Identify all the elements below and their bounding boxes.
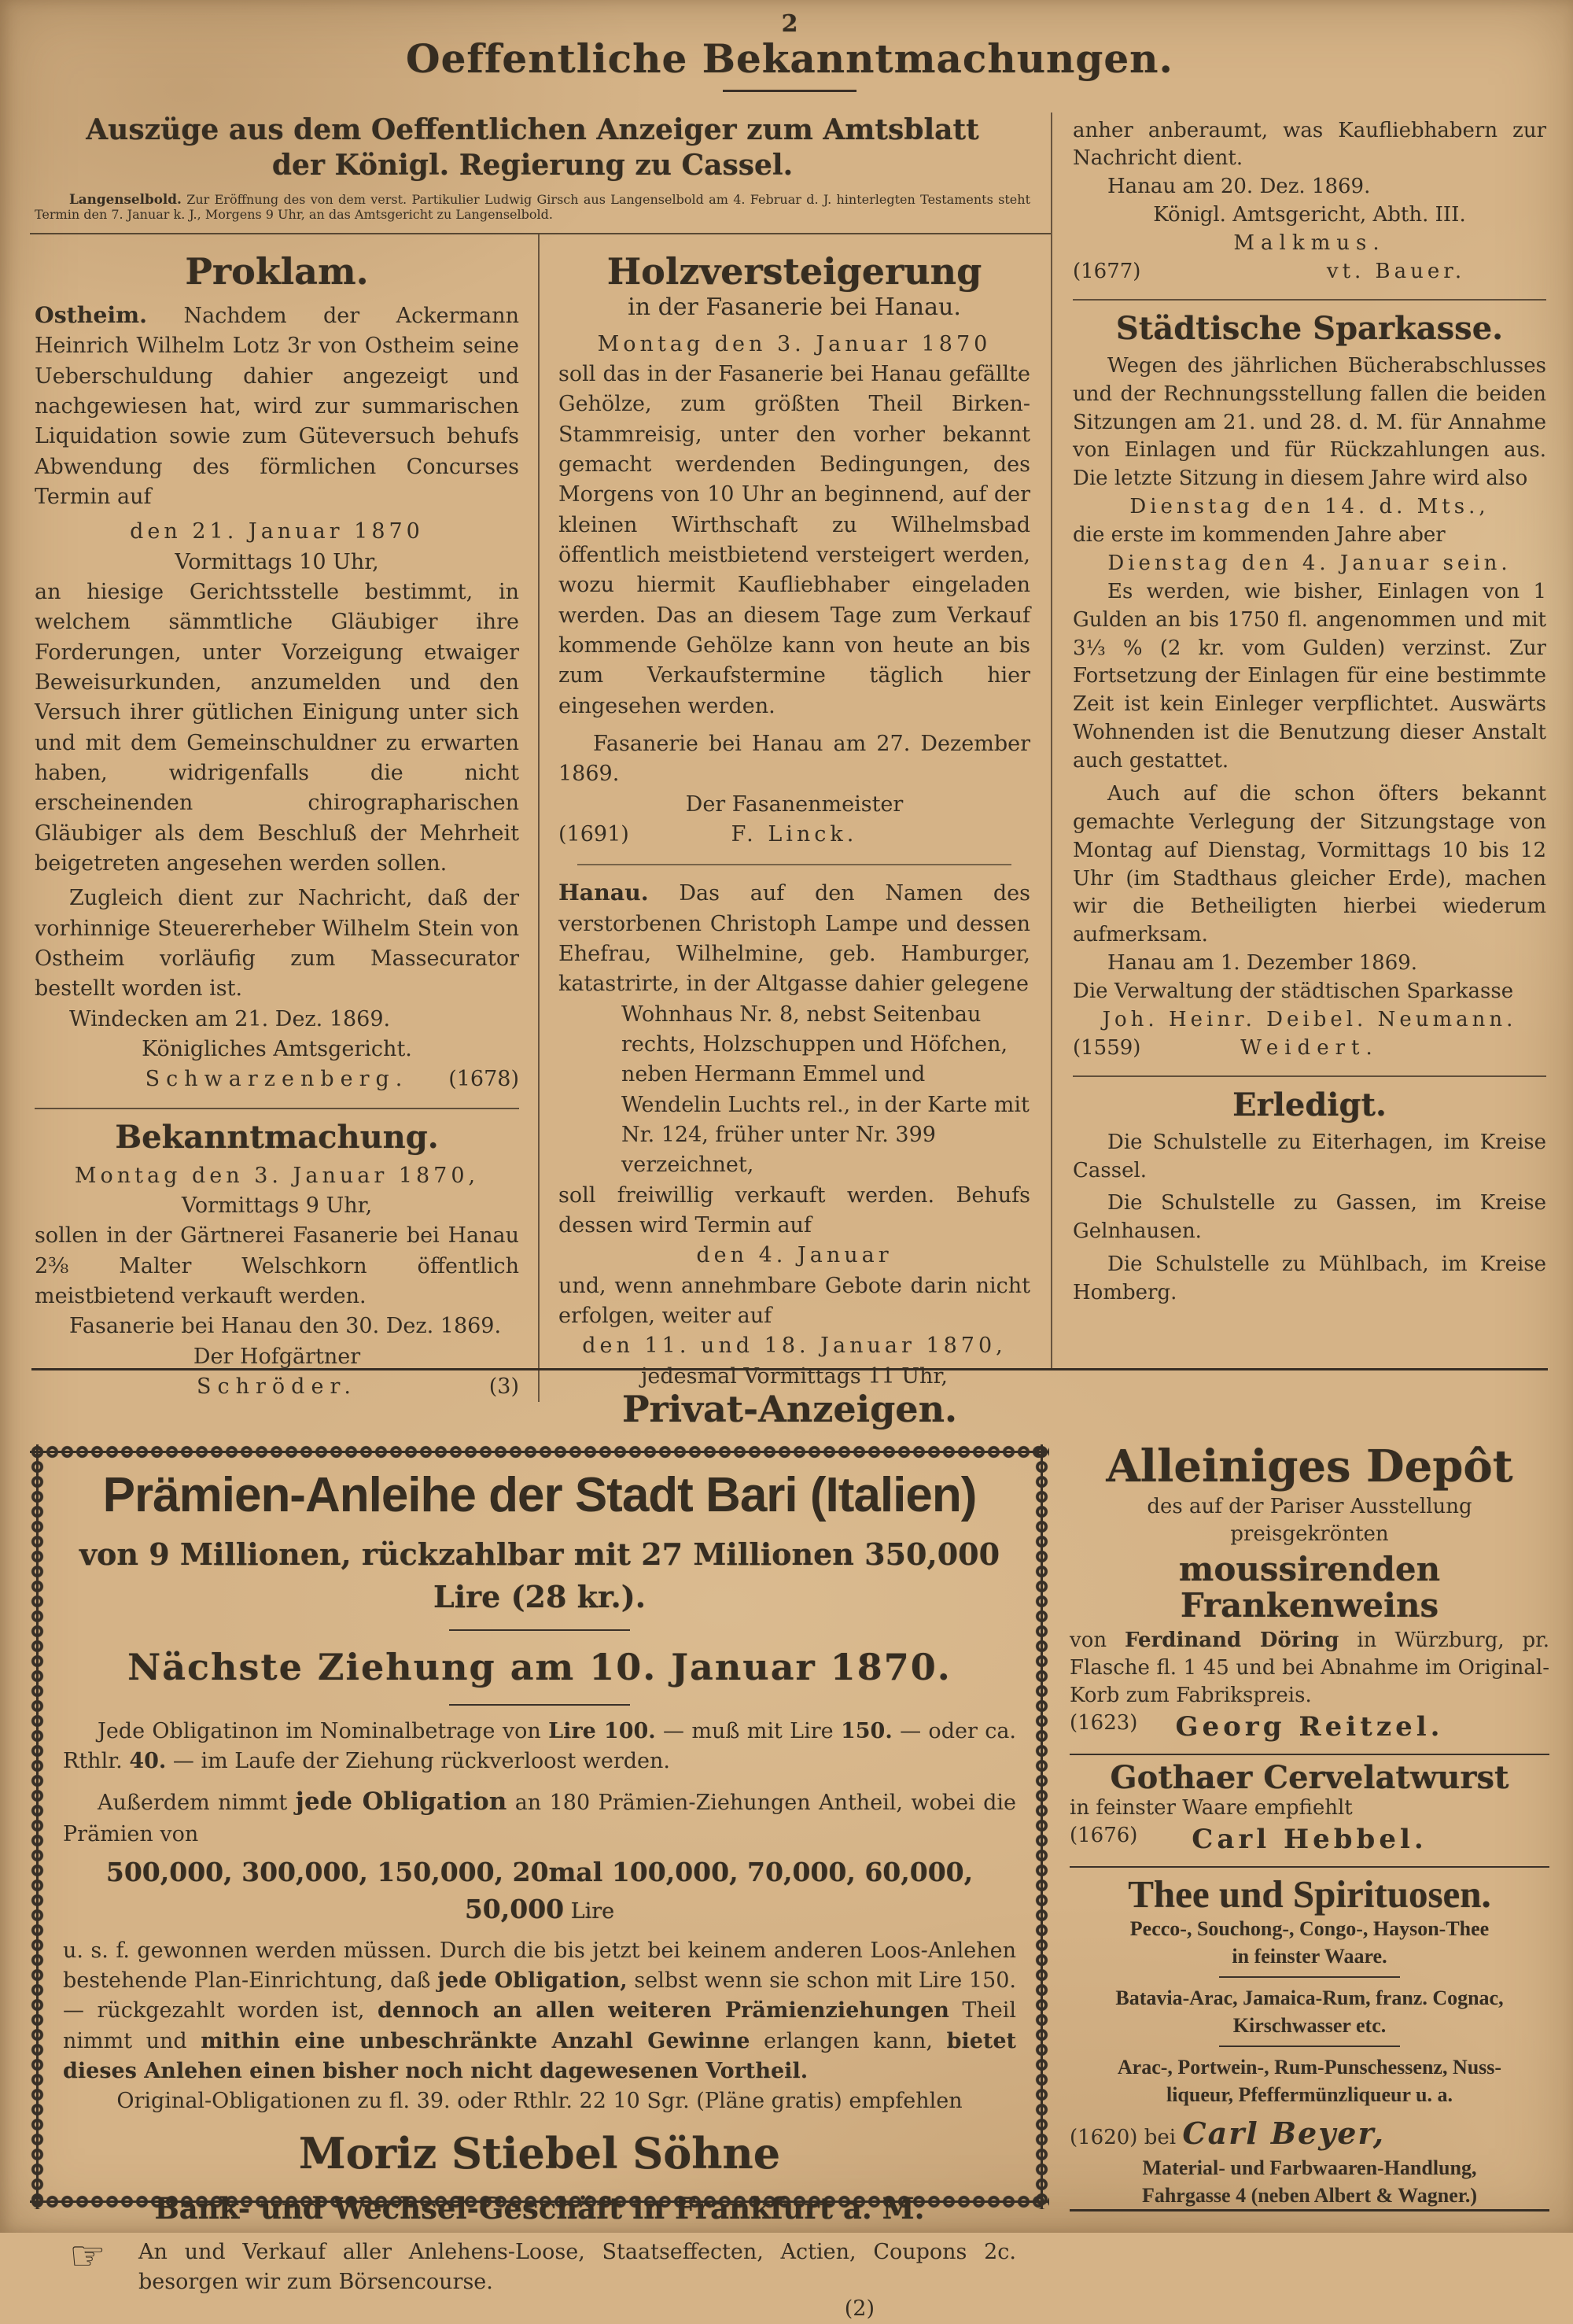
intro-notice [30, 113, 1051, 222]
vacancy-item: Die Schulstelle zu Mühlbach, im Kreise Homberg. [1073, 1252, 1546, 1304]
termin-date-2: den 11. und 18. Januar 1870, [582, 1334, 1007, 1359]
prize-amounts: 500,000, 300,000, 150,000, 20mal 100,000, 70,000, 60,000, 50,000 [105, 1856, 974, 1924]
termin-date: den 21. Januar 1870 [130, 519, 424, 544]
termin-time: jedesmal Vormittags 11 Uhr, [641, 1363, 948, 1389]
private-ads-title: Privat-Anzeigen. [621, 1387, 958, 1430]
bari-footer [63, 2232, 1016, 2322]
divider [577, 864, 1011, 865]
signature: Malkmus. [1233, 231, 1386, 255]
official-notices-section [30, 113, 1549, 1399]
page-title: Oeffentliche Bekanntmachungen. [406, 35, 1173, 82]
signature: F. Linck. [731, 821, 858, 847]
dateline: Hanau am 20. Dez. 1869. [1107, 175, 1371, 199]
notice-ref: (2) [844, 2296, 875, 2322]
session-date-1: Dienstag den 14. d. Mts., [1129, 495, 1490, 519]
wurst-line: in feinster Waare empfiehlt [1070, 1796, 1353, 1820]
amount-highlight: 150. [840, 1718, 893, 1743]
bari-ad-title: Prämien-Anleihe der Stadt Bari (Italien) [102, 1467, 977, 1522]
text-run: Theil nimmt und [63, 1998, 1016, 2053]
bari-loan-ad [30, 1444, 1049, 2322]
divider [1070, 2209, 1549, 2211]
text-run: — im Laufe der Ziehung rückverloost werden. [166, 1749, 670, 1774]
depot-body [1070, 1627, 1549, 1710]
notice-ref: (1691) [558, 821, 629, 847]
dateline: Fasanerie bei Hanau den 30. Dez. 1869. [69, 1314, 502, 1339]
footer-text: An und Verkauf aller Anlehens-Loose, Staatseffecten, Actien, Coupons 2c. besorgen wir zum Börsencourse. [138, 2239, 1016, 2295]
column-2 [540, 234, 1051, 1403]
signatures: Joh. Heinr. Deibel. Neumann. [1102, 1007, 1517, 1031]
cervelatwurst-ad [1070, 1761, 1549, 1858]
bari-par-2 [63, 1784, 1016, 1849]
notice-ref: (1559) [1073, 1035, 1141, 1060]
sparkasse-title: Städtische Sparkasse. [1115, 309, 1504, 347]
notice-ref: (3) [488, 1374, 519, 1399]
bari-par-5: Original-Obligationen zu fl. 39. oder Rthlr. 22 10 Sgr. (Pläne gratis) empfehlen [116, 2089, 963, 2114]
text-run: von [1070, 1629, 1125, 1653]
notice-ref: (1677) [1073, 259, 1141, 283]
countersignature: vt. Bauer. [1326, 259, 1466, 283]
wurst-ad-title: Gothaer Cervelatwurst [1110, 1759, 1509, 1797]
column-3 [1052, 113, 1549, 1368]
signature-row [1073, 1035, 1546, 1063]
signature-row [1070, 1710, 1549, 1746]
hanau-body-2: soll freiwillig verkauft werden. Behufs dessen wird Termin auf [558, 1182, 1030, 1238]
signature: Schwarzenberg. [145, 1067, 409, 1092]
amount-highlight: 40. [129, 1749, 167, 1774]
divider [1073, 1075, 1546, 1077]
bari-par-1 [63, 1717, 1016, 1777]
signature-row [558, 820, 1030, 850]
auction-time: Vormittags 9 Uhr, [181, 1193, 373, 1218]
prize-amounts-line [63, 1854, 1016, 1928]
place-lead: Hanau. [558, 879, 649, 906]
depot-line-1: des auf der Pariser Ausstellung preisgekrönten [1147, 1494, 1472, 1546]
notice-ref: (1623) [1070, 1711, 1138, 1736]
column-1 [30, 234, 540, 1403]
hanau-property-block: Wohnhaus Nr. 8, nebst Seitenbau rechts, Holzschuppen und Höfchen, neben Hermann Emmel und Wendelin Luchts rel., in der Karte mit Nr. 124, früher unter Nr. 399 verzeichnet, [621, 1002, 1030, 1178]
session-mid-line: die erste im kommenden Jahre aber [1073, 523, 1446, 547]
page-number: 2 [781, 10, 798, 38]
thee-line-7: Material- und Farbwaaren-Handlung, [1142, 2156, 1477, 2179]
proklam-body-3: Zugleich dient zur Nachricht, daß der vorhinnige Steuererheber Wilhelm Stein von Ostheim vorläufig zum Massecurator bestellt worden ist. [35, 886, 519, 1002]
firm-description: Bank- und Wechsel-Geschäft in Frankfurt a. M. [154, 2191, 925, 2226]
court-name: Königl. Amtsgericht, Abth. III. [1153, 203, 1466, 227]
signature-role: Der Fasanenmeister [685, 791, 904, 817]
dateline: Hanau am 1. Dezember 1869. [1107, 951, 1418, 976]
vacancy-item: Die Schulstelle zu Eiterhagen, im Kreise Cassel. [1073, 1130, 1546, 1182]
left-two-columns [30, 113, 1052, 1399]
notice-ref: (1620) bei [1070, 2126, 1177, 2150]
intro-heading-line2: der Königl. Regierung zu Cassel. [271, 148, 794, 182]
sparkasse-body-2: Es werden, wie bisher, Einlagen von 1 Gulden an bis 1750 fl. angenommen und mit 3⅓ % (2 kr. vom Gulden) verzinst. Zur Fortsetzung der Einlagen für eine bestimmte Zeit ist kein Einleger verpflichtet. Auswärts Wohnenden ist die Benutzung dieser Anstalt auch gestattet. [1073, 579, 1546, 773]
emphasis: mithin eine unbeschränkte Anzahl Gewinne [201, 2028, 750, 2053]
hanau-body-3: und, wenn annehmbare Gebote darin nicht erfolgen, weiter auf [558, 1273, 1030, 1328]
signature-row [35, 1372, 519, 1402]
signature: Weidert. [1240, 1035, 1379, 1060]
text-run: erlangen kann, [750, 2028, 947, 2053]
hanau-body-1 [558, 876, 1030, 999]
thee-line-2: in feinster Waare. [1232, 1944, 1387, 1968]
signature: Carl Hebbel. [1192, 1824, 1427, 1856]
bari-ad-content [44, 1460, 1035, 2322]
signature: Schröder. [197, 1374, 357, 1399]
depot-ad-title: Alleiniges Depôt [1106, 1440, 1513, 1492]
bari-par-4 [63, 1936, 1016, 2087]
text-run: Das auf den Namen des verstorbenen Christoph Lampe und dessen Ehefrau, Wilhelmine, geb. Hamburger, katastrirte, in der Altgasse dahier gelegene [558, 881, 1030, 997]
thee-ad-title: Thee und Spirituosen. [1128, 1872, 1491, 1916]
auction-date: Montag den 3. Januar 1870, [74, 1163, 480, 1188]
text-run: Nachdem der Ackermann Heinrich Wilhelm Lotz 3r von Ostheim seine Ueberschuldung dahier angezeigt und nachgewiesen hat, wird zur summarischen Liquidation sowie zum Güteversuch behufs Abwendung des förmlichen Concurses Termin auf [35, 304, 519, 510]
bari-ad-subtitle: von 9 Millionen, rückzahlbar mit 27 Millionen 350,000 Lire (28 kr.). [79, 1536, 1000, 1614]
text-run: — oder ca. Rthlr. [63, 1718, 1016, 1774]
thee-line-1: Pecco-, Souchong-, Congo-, Hayson-Thee [1129, 1916, 1490, 1940]
signature-row [1070, 1822, 1549, 1858]
thee-spirituosen-ad [1070, 1874, 1549, 2208]
text-run: Außerdem nimmt [98, 1791, 296, 1816]
text-run: Jede Obligatinon im Nominalbetrage von [98, 1718, 549, 1743]
pointing-hand-icon: ☞ [69, 2232, 106, 2280]
divider [1219, 1976, 1400, 1978]
obligation-highlight: jede Obligation, [437, 1968, 628, 1993]
emphasis: bietet dieses Anlehen einen bisher noch nicht dagewesenen Vortheil. [63, 2028, 1016, 2083]
divider [1219, 2045, 1400, 2047]
holz-subtitle: in der Fasanerie bei Hanau. [628, 293, 961, 322]
court-name: Königliches Amtsgericht. [142, 1036, 412, 1061]
text-run: selbst wenn sie schon mit Lire 150. — rückgezahlt worden ist, [63, 1968, 1016, 2023]
signature-row [1073, 258, 1546, 286]
divider [1070, 1866, 1549, 1868]
text-run: u. s. f. gewonnen werden müssen. Durch die bis jetzt bei keinem anderen Loos-Anlehen bestehende Plan-Einrichtung, daß [63, 1938, 1016, 1993]
vacancy-item: Die Schulstelle zu Gassen, im Kreise Gelnhausen. [1073, 1191, 1546, 1244]
depot-ad [1070, 1440, 1549, 1747]
session-date-2: Dienstag den 4. Januar sein. [1107, 551, 1512, 575]
notice-ref: (1676) [1070, 1824, 1138, 1848]
thee-line-6: liqueur, Pfeffermünzliqueur u. a. [1166, 2083, 1453, 2107]
text-run: in Würzburg, pr. Flasche fl. 1 45 und bei Abnahme im Original-Korb zum Fabrikspreis. [1070, 1629, 1549, 1708]
dateline: Windecken am 21. Dez. 1869. [69, 1006, 391, 1031]
proklam-body-1 [35, 299, 519, 512]
intro-heading [35, 113, 1030, 183]
vendor-name: Carl Beyer, [1182, 2116, 1385, 2152]
administration-line: Die Verwaltung der städtischen Sparkasse [1073, 979, 1514, 1003]
emphasis: dennoch an allen weiteren Prämienziehungen [378, 1998, 949, 2023]
divider [35, 1108, 519, 1109]
proklam-body-2: an hiesige Gerichtsstelle bestimmt, in welchem sämmtliche Gläubiger ihre Forderungen, unter Vorzeigung etwaiger Beweisurkunden, anzumelden und den Versuch ihrer gütlichen Einigung unter sich und mit dem Gemeinschuldner zu erwarten haben, widrigenfalls die nicht erscheinenden chirographarischen Gläubiger als dem Beschluß der Mehrheit beigetreten angesehen werden sollen. [35, 580, 519, 876]
columns [30, 234, 1051, 1403]
notice-ref: (1678) [448, 1067, 519, 1092]
text-run: Lire [564, 1898, 615, 1924]
divider [1073, 299, 1546, 301]
text-run: Zur Eröffnung des von dem verst. Partikulier Ludwig Girsch aus Langenselbold am 4. Februar d. J. hinterlegten Testaments steht Termin den 7. Januar k. J., Morgens 9 Uhr, an das Amtsgericht zu Langenselbold. [35, 191, 1030, 222]
vendor-name: Ferdinand Döring [1125, 1629, 1339, 1653]
erledigt-title: Erledigt. [1232, 1086, 1387, 1123]
holz-title: Holzversteigerung [606, 249, 982, 293]
signature: Georg Reitzel. [1175, 1711, 1444, 1743]
divider [449, 1704, 630, 1706]
dateline: Fasanerie bei Hanau am 27. Dezember 1869. [558, 731, 1030, 787]
continuation-body: anher anberaumt, was Kaufliebhabern zur Nachricht dient. [1073, 118, 1546, 171]
depot-line-2: moussirenden Frankenweins [1178, 1549, 1441, 1625]
text-run: an 180 Prämien-Ziehungen Antheil, wobei die Prämien von [63, 1791, 1017, 1846]
intro-body [35, 191, 1030, 222]
thee-line-3: Batavia-Arac, Jamaica-Rum, franz. Cognac, [1115, 1986, 1504, 2009]
private-ads-section [30, 1440, 1549, 2322]
beyer-row [1070, 2113, 1549, 2153]
place-lead: Ostheim. [35, 301, 148, 329]
divider [449, 1629, 630, 1631]
termin-date-1: den 4. Januar [696, 1243, 893, 1268]
title-divider [723, 90, 856, 92]
divider [1070, 1754, 1549, 1755]
holz-date: Montag den 3. Januar 1870 [597, 331, 992, 356]
right-ads-column [1070, 1440, 1549, 2209]
obligation-highlight: jede Obligation [295, 1787, 507, 1817]
sparkasse-body-3: Auch auf die schon öfters bekannt gemachte Verlegung der Sitzungstage von Montag auf Dienstag, Vormittags 10 bis 12 Uhr (im Stadthaus gleicher Erde), machen wir die Betheiligten hierbei wiederum aufmerksam. [1073, 781, 1546, 947]
amount-highlight: Lire 100. [548, 1718, 656, 1743]
signature-row [35, 1064, 519, 1094]
bari-drawing-date: Nächste Ziehung am 10. Januar 1870. [127, 1645, 952, 1688]
place-lead: Langenselbold. [69, 190, 182, 207]
bekanntmachung-body: sollen in der Gärtnerei Fasanerie bei Hanau 2⅜ Malter Welschkorn öffentlich meistbietend verkauft werden. [35, 1223, 519, 1308]
sparkasse-body-1: Wegen des jährlichen Bücherabschlusses und der Rechnungsstellung fallen die beiden Sitzungen am 21. und 28. d. M. für Annahme von Einlagen und für Rückzahlungen aus. Die letzte Sitzung in diesem Jahre wird also [1073, 353, 1546, 491]
thee-line-8: Fahrgasse 4 (neben Albert & Wagner.) [1141, 2183, 1478, 2207]
thee-line-5: Arac-, Portwein-, Rum-Punschessenz, Nuss- [1117, 2056, 1502, 2079]
thee-line-4: Kirschwasser etc. [1232, 2013, 1387, 2037]
proklam-title: Proklam. [185, 249, 369, 293]
termin-time: Vormittags 10 Uhr, [175, 549, 379, 574]
text-run: — muß mit Lire [655, 1718, 841, 1743]
bekanntmachung-title: Bekanntmachung. [115, 1118, 439, 1156]
intro-heading-line1: Auszüge aus dem Oeffentlichen Anzeiger zum Amtsblatt [86, 113, 979, 146]
firm-name: Moriz Stiebel Söhne [298, 2127, 781, 2178]
signature-role: Der Hofgärtner [193, 1344, 361, 1369]
holz-body: soll das in der Fasanerie bei Hanau gefällte Gehölze, zum größten Theil Birken-Stammreisig, unter den vorher bekannt gemacht werdenden Bedingungen, des Morgens von 10 Uhr an beginnend, auf der kleinen Wirthschaft zu Wilhelmsbad öffentlich meistbietend versteigert werden, wozu hiermit Kaufliebhaber eingeladen werden. Das an diesem Tage zum Verkauf kommende Gehölze kann von heute an bis zum Verkaufstermine täglich hier eingesehen werden. [558, 362, 1030, 718]
